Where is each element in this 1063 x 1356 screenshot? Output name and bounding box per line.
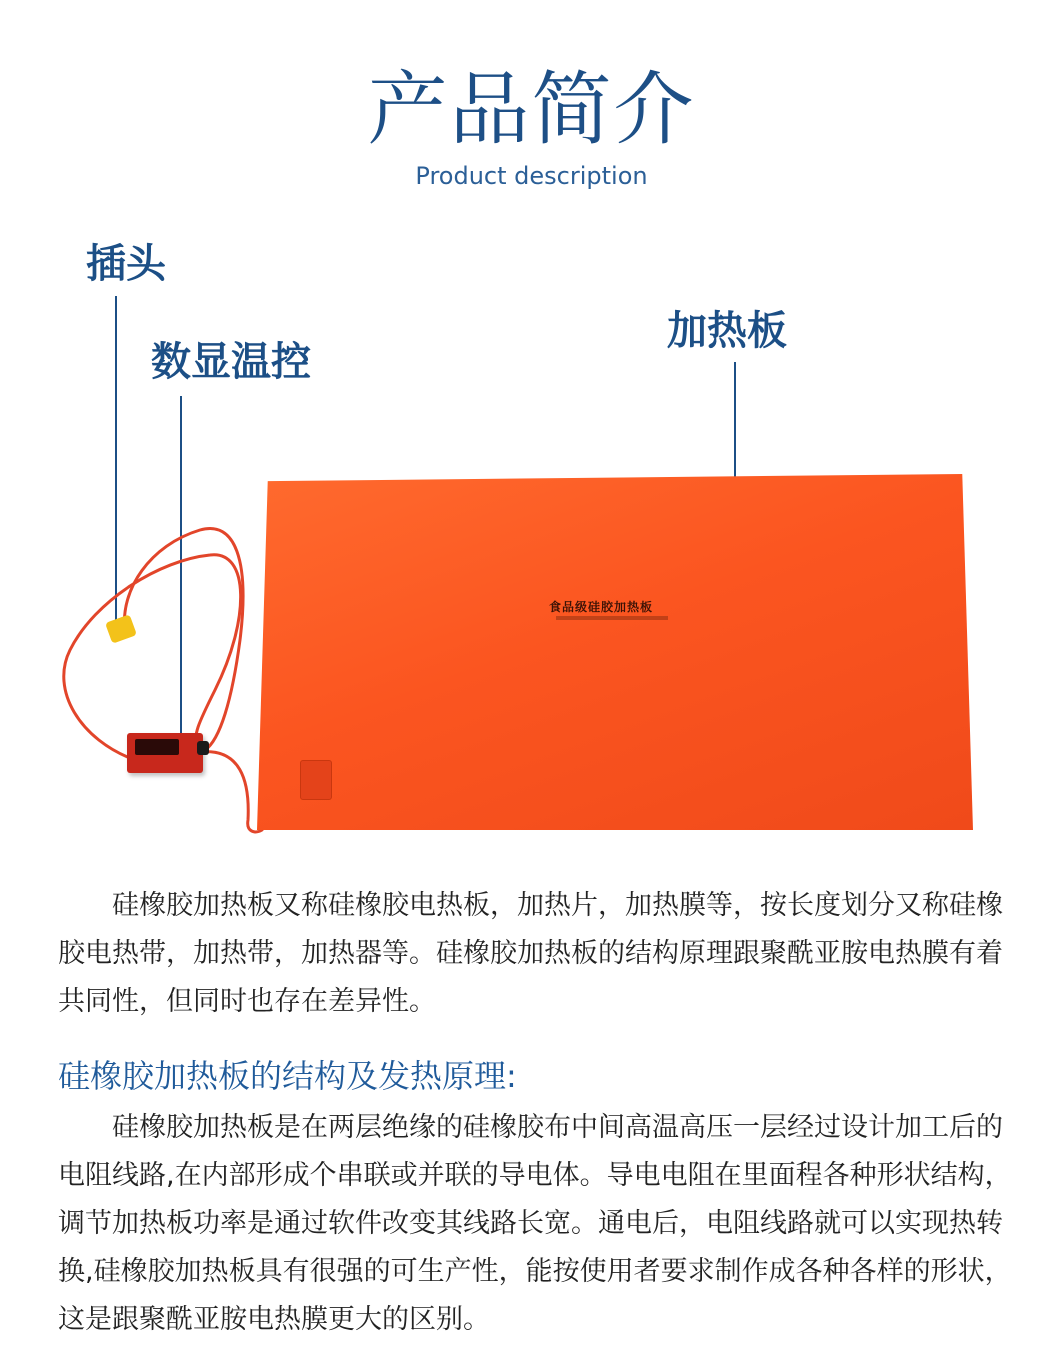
controller-display <box>135 739 179 755</box>
intro-paragraph: 硅橡胶加热板又称硅橡胶电热板，加热片，加热膜等，按长度划分又称硅橡胶电热带，加热带，加热器等。硅橡胶加热板的结构原理跟聚酰亚胺电热膜有着共同性，但同时也存在差异性。 <box>58 890 1003 1017</box>
heater-connector <box>300 760 332 800</box>
heater-plate-fine-print <box>556 616 668 620</box>
heater-plate-label: 食品级硅胶加热板 <box>549 600 654 614</box>
callout-heater-label: 加热板 <box>667 308 787 354</box>
section-heading: 硅橡胶加热板的结构及发热原理: <box>58 1057 517 1095</box>
temperature-controller-image <box>127 733 203 773</box>
heater-plate <box>257 474 973 830</box>
page-title: 产品简介 <box>367 63 696 156</box>
callout-controller-label: 数显温控 <box>151 339 311 385</box>
page-subtitle: Product description <box>415 162 648 190</box>
section-paragraph: 硅橡胶加热板是在两层绝缘的硅橡胶布中间高温高压一层经过设计加工后的电阻线路,在内部形成个串联或并联的导电体。导电电阻在里面程各种形状结构，调节加热板功率是通过软件改变其线路长宽。通电后，电阻线路就可以实现热转换,硅橡胶加热板具有很强的可生产性，能按使用者要求制作成各种各样的形状，这是跟聚酰亚胺电热膜更大的区别。 <box>58 1112 1012 1335</box>
callout-plug-label: 插头 <box>86 241 166 287</box>
controller-switch <box>197 741 209 755</box>
